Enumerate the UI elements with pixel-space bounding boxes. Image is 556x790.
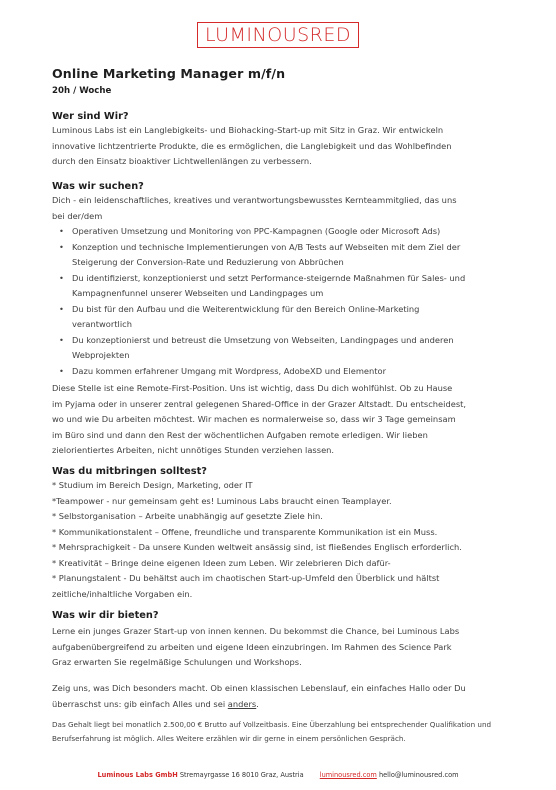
list-item-text: verantwortlich [72, 319, 132, 329]
list-item-text: Kampagnenfunnel unserer Webseiten und Landingpages um [72, 288, 324, 298]
text-line: zielorientiertes Arbeiten, nicht unnötiges Stunden verziehen lassen. [52, 445, 335, 455]
section-heading-offer: Was wir dir bieten? [52, 610, 159, 621]
list-item-text: • Du bist für den Aufbau und die Weiterentwicklung für den Bereich Online-Marketing [72, 303, 420, 314]
text-line: durch den Einsatz bioaktiver Lichtwellenlängen zu verbessern. [52, 156, 312, 166]
list-item-text: • Konzeption und technische Implementierungen von A/B Tests auf Webseiten mit dem Ziel der [72, 241, 461, 252]
text-line: Diese Stelle ist eine Remote-First-Position. Uns ist wichtig, dass Du dich wohlfühlst. Ob zu Hause [52, 383, 453, 393]
list-item [52, 333, 512, 364]
who-paragraph [52, 123, 512, 170]
list-item-text: • Du identifizierst, konzeptionierst und setzt Performance-steigernde Maßnahmen für Sales- und [72, 272, 466, 283]
text-line: * Selbstorganisation – Arbeite unabhängig auf gesetzte Ziele hin. [52, 511, 323, 521]
text-line: * Mehrsprachigkeit - Da unsere Kunden weltweit ansässig sind, ist fließendes Englisch erforderlich. [52, 542, 462, 552]
section-heading-who: Wer sind Wir? [52, 111, 129, 122]
text-line: * Planungstalent - Du behältst auch im chaotischen Start-up-Umfeld den Überblick und hältst [52, 573, 440, 583]
list-item-text: Webprojekten [72, 350, 130, 360]
logo-wrap [0, 22, 556, 48]
show-punct: . [256, 698, 259, 709]
text-line: wo und wie Du arbeiten möchtest. Wir machen es normalerweise so, dass wir 3 Tage gemeinsam [52, 414, 456, 424]
text-line: im Pyjama oder in unserer zentral gelegenen Shared-Office in der Grazer Altstadt. Du entscheidest, [52, 398, 467, 409]
list-item-text: • Operativen Umsetzung und Monitoring von PPC-Kampagnen (Google oder Microsoft Ads) [72, 226, 441, 236]
offer-paragraph [52, 624, 512, 671]
show-text: überraschst uns: gib einfach Alles und sei [52, 698, 228, 709]
text-line: bei der/dem [52, 210, 103, 221]
text-line: *Teampower - nur gemeinsam geht es! Luminous Labs braucht einen Teamplayer. [52, 495, 392, 506]
text-line: innovative lichtzentrierte Produkte, die es ermöglichen, die Langlebigkeit und das Wohlbefinden [52, 140, 452, 151]
salary-note [52, 718, 522, 746]
remote-paragraph [52, 381, 512, 459]
text-line: Das Gehalt liegt bei monatlich 2.500,00 € Brutto auf Vollzeitbasis. Eine Überzahlung bei entsprechender Qualifikation und [52, 720, 492, 729]
show-paragraph [52, 681, 512, 712]
list-item [52, 302, 512, 333]
text-line: * Kreativität – Bringe deine eigenen Ideen zum Leben. Wir zelebrieren Dich dafür- [52, 557, 391, 568]
text-line: im Büro sind und dann den Rest der wöchentlichen Aufgaben remote erledigen. Wir lieben [52, 429, 428, 440]
footer-address: Stremayrgasse 16 8010 Graz, Austria [179, 771, 304, 779]
job-hours: 20h / Woche [52, 86, 112, 96]
text-line: Lerne ein junges Grazer Start-up von innen kennen. Du bekommst die Chance, bei Luminous Labs [52, 626, 460, 636]
list-item-text: • Du konzeptionierst und betreust die Umsetzung von Webseiten, Landingpages und anderen [72, 334, 454, 345]
list-item [52, 271, 512, 302]
text-line: * Studium im Bereich Design, Marketing, oder IT [52, 480, 253, 490]
list-item-text: • Dazu kommen erfahrener Umgang mit Wordpress, AdobeXD und Elementor [72, 365, 387, 376]
text-line: Berufserfahrung ist möglich. Alles Weitere erzählen wir dir gerne in einem persönlichen Gespräch. [52, 734, 406, 743]
list-item [52, 364, 512, 380]
footer [0, 771, 556, 779]
text-line: Graz erwarten Sie regelmäßige Schulungen und Workshops. [52, 657, 302, 667]
bring-list [52, 478, 512, 602]
text-line [52, 697, 512, 713]
text-line: * Kommunikationstalent – Offene, freundliche und transparente Kommunikation ist ein Muss. [52, 526, 438, 537]
text-line: Zeig uns, was Dich besonders macht. Ob einen klassischen Lebenslauf, ein einfaches Hallo oder Du [52, 683, 466, 693]
text-line: zeitliche/inhaltliche Vorgaben ein. [52, 588, 193, 599]
list-item [52, 240, 512, 271]
requirements-list [52, 224, 512, 379]
list-item-text: Steigerung der Conversion-Rate und Reduzierung von Abbrüchen [72, 257, 344, 267]
section-heading-search: Was wir suchen? [52, 181, 144, 192]
footer-company: Luminous Labs GmbH [97, 771, 178, 779]
anders-link[interactable]: anders [227, 698, 257, 709]
footer-website-link[interactable]: luminousred.com [319, 771, 377, 779]
text-line: aufgabenübergreifend zu arbeiten und eigene Ideen einzubringen. Im Rahmen des Science Park [52, 641, 452, 652]
search-intro [52, 193, 512, 224]
job-title: Online Marketing Manager m/f/n [52, 66, 286, 81]
section-heading-bring: Was du mitbringen solltest? [52, 466, 207, 477]
text-line: Dich - ein leidenschaftliches, kreatives und verantwortungsbewusstes Kernteammitglied, das uns [52, 195, 457, 205]
luminousred-logo: LUMINOUSRED [197, 22, 359, 48]
text-line: Luminous Labs ist ein Langlebigkeits- und Biohacking-Start-up mit Sitz in Graz. Wir entwickeln [52, 125, 444, 135]
list-item [52, 224, 512, 240]
footer-email[interactable]: hello@luminousred.com [378, 771, 459, 779]
